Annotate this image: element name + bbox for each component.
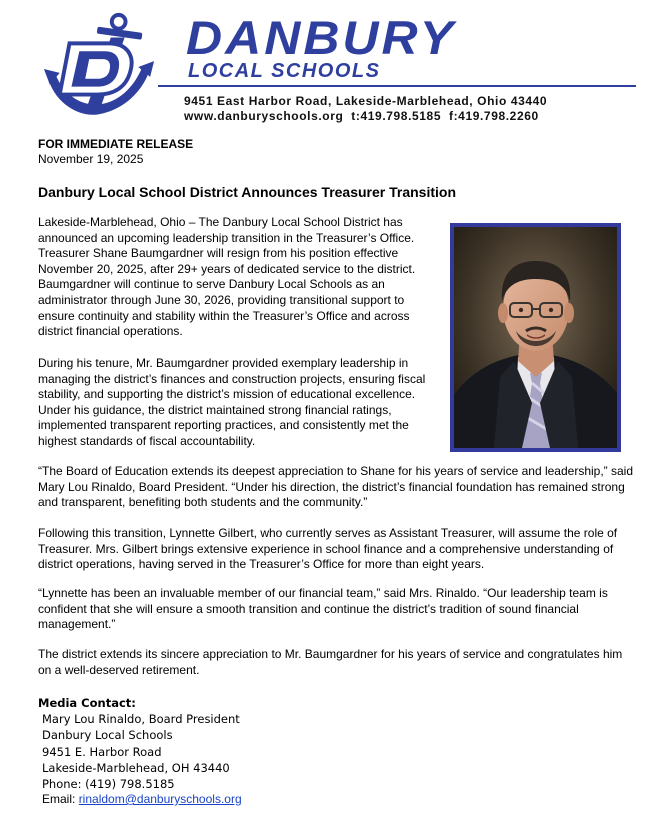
letterhead <box>0 0 668 130</box>
portrait-photo-frame <box>450 223 621 452</box>
media-contact-block <box>42 711 240 792</box>
headline: Danbury Local School District Announces Treasurer Transition <box>38 184 457 200</box>
contact-street: 9451 E. Harbor Road <box>42 744 162 759</box>
contact-organization: Danbury Local Schools <box>42 728 173 743</box>
brand-name: DANBURY <box>186 11 457 65</box>
contact-phone: Phone: (419) 798.5185 <box>42 777 175 792</box>
release-label: FOR IMMEDIATE RELEASE <box>38 137 194 151</box>
paragraph-board-quote: “The Board of Education extends its deepest appreciation to Shane for his years of service and leadership,” said Mary Lou Rinaldo, Board President. “Under his direction, the district’s financial foundation has remained strong and transparent, benefiting both students and the community.” <box>38 464 634 510</box>
paragraph-closing: The district extends its sincere appreciation to Mr. Baumgardner for his years of service and congratulates him on a well-deserved retirement. <box>38 647 623 677</box>
contact-name: Mary Lou Rinaldo, Board President <box>42 712 240 726</box>
paragraph-rinaldo-quote: “Lynnette has been an invaluable member of our financial team,” said Mrs. Rinaldo. “Our leadership team is confident that she will ensure a smooth transition and continue the district’s tradition of sound financial management.” <box>38 586 608 632</box>
contact-email-row <box>42 792 242 807</box>
paragraph-intro: Lakeside-Marblehead, Ohio – The Danbury Local School District has announced an upcoming leadership transition in the Treasurer’s Office. Treasurer Shane Baumgardner will resign from his position effective November 20, 2025, after 29+ years of dedicated service to the district. Baumgardner will continue to serve Danbury Local Schools as an administrator through June 30, 2026, providing transitional support to ensure continuity and stability within the Treasurer’s Office and across district financial operations. <box>38 215 416 339</box>
paragraph-tenure: During his tenure, Mr. Baumgardner provided exemplary leadership in managing the district’s finances and construction projects, ensuring fiscal stability, and supporting the district’s mission of educational excellence. Under his guidance, the district maintained strong financial ratings, implemented transparent reporting practices, and consistently met the highest standards of fiscal accountability. <box>38 356 426 448</box>
paragraph-successor: Following this transition, Lynnette Gilbert, who currently serves as Assistant Treasurer, will assume the role of Treasurer. Mrs. Gilbert brings extensive experience in school finance and a comprehensive understanding of district operations, having served in the Treasurer’s Office for more than eight years. <box>38 526 618 572</box>
brand-subtitle: LOCAL SCHOOLS <box>188 60 381 82</box>
contact-city: Lakeside-Marblehead, OH 43440 <box>42 760 230 775</box>
release-date: November 19, 2025 <box>38 152 144 166</box>
letterhead-address: 9451 East Harbor Road, Lakeside-Marblehead, Ohio 43440 <box>184 94 548 108</box>
letterhead-contact: www.danburyschools.org t:419.798.5185 f:419.798.2260 <box>184 109 539 123</box>
email-link[interactable]: rinaldom@danburyschools.org <box>78 792 242 806</box>
anchor-logo-icon <box>40 8 158 126</box>
media-contact-heading: Media Contact: <box>38 696 136 710</box>
portrait-photo <box>454 227 617 448</box>
email-label: Email: <box>42 792 79 806</box>
header-divider <box>158 85 636 87</box>
